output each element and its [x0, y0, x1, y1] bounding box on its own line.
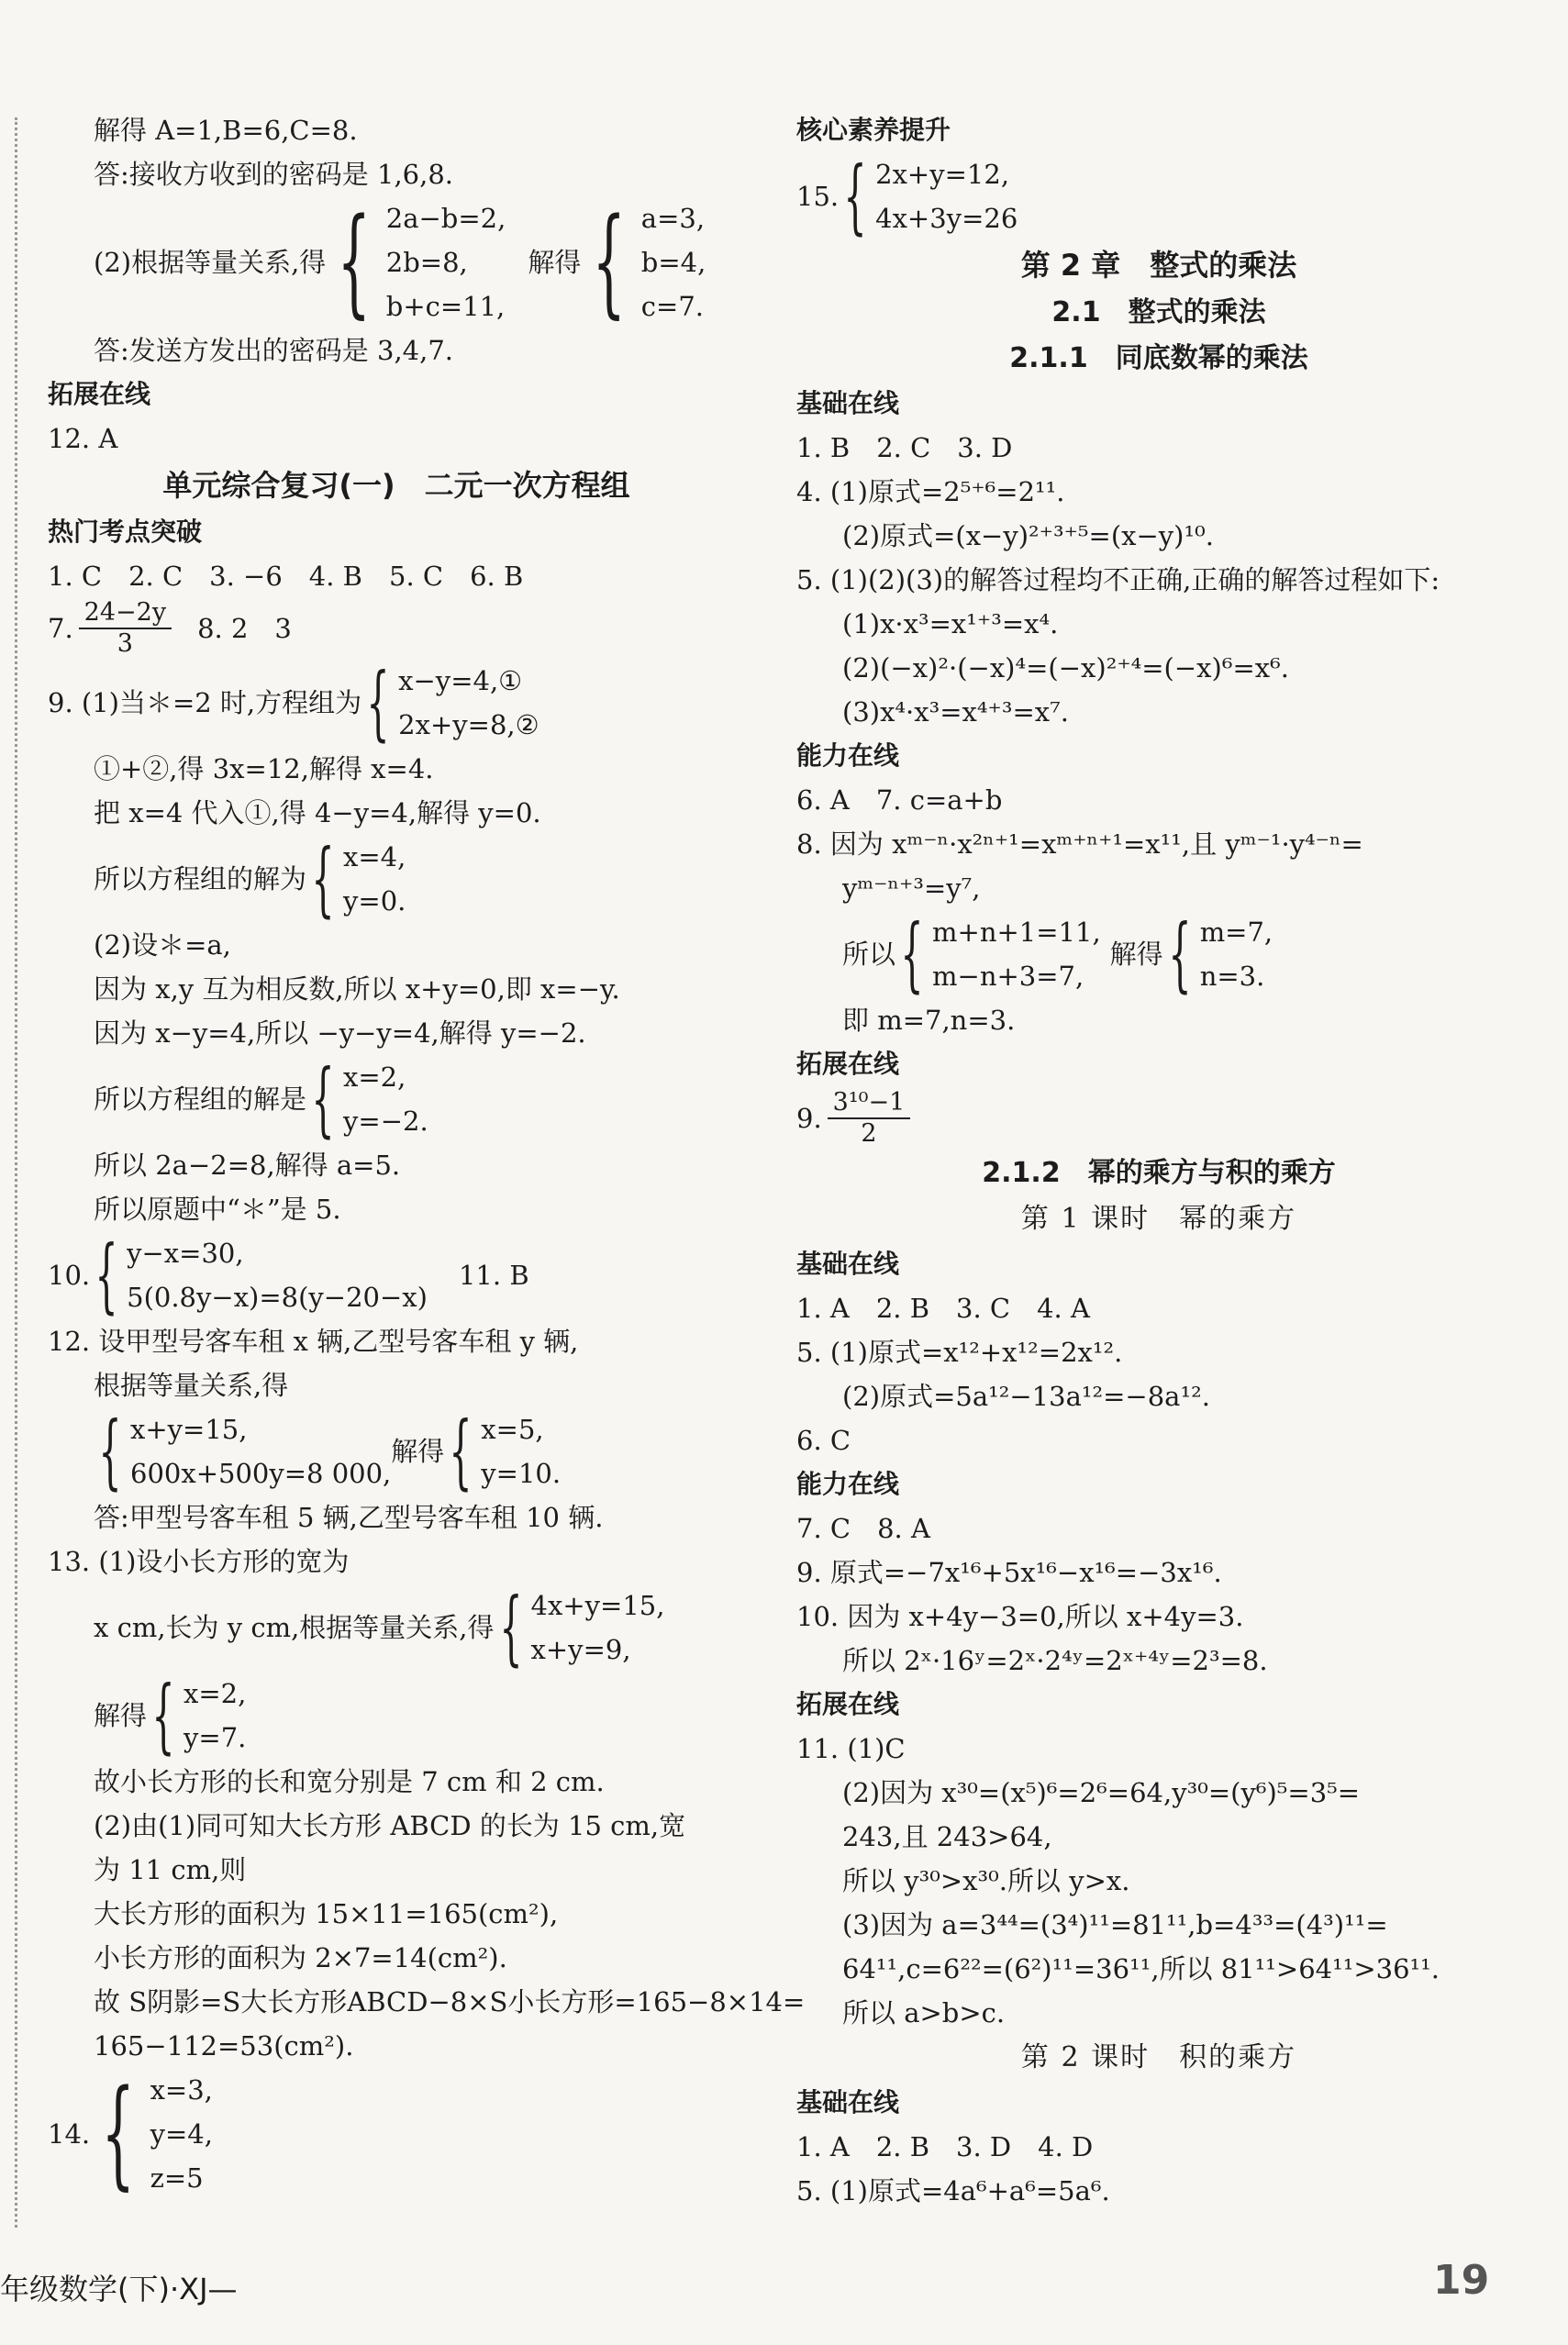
equation: x−y=4,① — [398, 665, 523, 696]
equation-system-line — [48, 1051, 745, 1146]
text-line: 5. (1)原式=4a⁶+a⁶=5a⁶. — [796, 2175, 1110, 2206]
left-brace: { — [311, 831, 335, 926]
denominator: 2 — [861, 1119, 877, 1148]
section-heading: 核心素养提升 — [796, 115, 951, 145]
section-heading: 基础在线 — [796, 388, 900, 418]
page-number: 19 — [1433, 2257, 1490, 2304]
left-brace: { — [1168, 906, 1192, 1001]
solution-system — [150, 2068, 213, 2200]
text: 15. — [796, 181, 840, 212]
equation: z=5 — [150, 2162, 204, 2194]
equation: x+y=9, — [530, 1634, 631, 1665]
text: (2)根据等量关系,得 — [94, 247, 327, 278]
text-line: 因为 x−y=4,所以 −y−y=4,解得 y=−2. — [94, 1017, 586, 1049]
text-line: 小长方形的面积为 2×7=14(cm²). — [94, 1942, 507, 1973]
equation-system — [932, 910, 1101, 998]
text-line: 12. 设甲型号客车租 x 辆,乙型号客车租 y 辆, — [48, 1326, 579, 1357]
equation-system-line — [48, 1228, 745, 1322]
fraction-line — [796, 1086, 1521, 1150]
fraction — [79, 598, 172, 659]
text: 11. B — [458, 1260, 529, 1291]
equation-system-line — [48, 831, 745, 926]
equation: y=4, — [150, 2118, 213, 2150]
numerator: 3¹⁰−1 — [828, 1088, 911, 1119]
equation: m=7, — [1199, 917, 1273, 948]
text-line: 所以 2a−2=8,解得 a=5. — [94, 1150, 401, 1181]
equation: 5(0.8y−x)=8(y−20−x) — [127, 1282, 428, 1313]
text-line: 5. (1)(2)(3)的解答过程均不正确,正确的解答过程如下: — [796, 564, 1440, 595]
equation: b+c=11, — [385, 291, 506, 322]
left-brace: { — [843, 149, 867, 243]
text-line: (2)原式=5a¹²−13a¹²=−8a¹². — [842, 1381, 1210, 1412]
binding-dotted-line — [15, 117, 17, 2228]
equation: x=4, — [343, 841, 406, 872]
equation-system-line — [796, 906, 1521, 1001]
text-line: (2)原式=(x−y)²⁺³⁺⁵=(x−y)¹⁰. — [842, 520, 1214, 551]
equation-system-line — [48, 2065, 745, 2202]
equation: 2x+y=12, — [875, 159, 1010, 190]
solution-system — [641, 196, 706, 328]
text-line: 243,且 243>64, — [842, 1821, 1052, 1852]
section-heading: 基础在线 — [796, 1249, 900, 1279]
chapter-title: 第 2 章 整式的乘法 — [1020, 248, 1297, 283]
equation: y=10. — [481, 1458, 562, 1489]
equation-system — [386, 196, 506, 328]
text: 8. 2 3 — [197, 613, 292, 644]
equation-system — [531, 1584, 665, 1672]
fraction — [828, 1088, 911, 1149]
equation: m−n+3=7, — [932, 961, 1084, 992]
section-heading: 拓展在线 — [48, 379, 151, 409]
equation: 4x+y=15, — [530, 1590, 665, 1621]
text: 14. — [48, 2118, 91, 2150]
text-line: (2)由(1)同可知大长方形 ABCD 的长为 15 cm,宽 — [94, 1810, 686, 1841]
text-line: 答:甲型号客车租 5 辆,乙型号客车租 10 辆. — [94, 1502, 604, 1533]
text-line: 5. (1)原式=x¹²+x¹²=2x¹². — [796, 1337, 1123, 1368]
equation: 2a−b=2, — [385, 203, 506, 234]
equation: 2x+y=8,② — [398, 709, 539, 740]
text-line: (2)(−x)²·(−x)⁴=(−x)²⁺⁴=(−x)⁶=x⁶. — [842, 652, 1289, 683]
lesson-title: 第 2 课时 积的乘方 — [1020, 2041, 1297, 2073]
solution-system — [1200, 910, 1273, 998]
text-line: 6. C — [796, 1425, 851, 1456]
left-brace: { — [98, 1404, 122, 1498]
text-line: 故小长方形的长和宽分别是 7 cm 和 2 cm. — [94, 1766, 605, 1797]
left-brace: { — [449, 1404, 473, 1498]
left-column — [48, 108, 806, 2202]
equation: 600x+500y=8 000, — [130, 1458, 392, 1489]
left-brace: { — [101, 2065, 136, 2202]
text-line: 8. 因为 xᵐ⁻ⁿ·x²ⁿ⁺¹=xᵐ⁺ⁿ⁺¹=x¹¹,且 yᵐ⁻¹·y⁴⁻ⁿ= — [796, 828, 1363, 860]
text-line: 4. (1)原式=2⁵⁺⁶=2¹¹. — [796, 476, 1065, 507]
text-line: 165−112=53(cm²). — [94, 2030, 354, 2062]
unit-title: 单元综合复习(一) 二元一次方程组 — [162, 468, 630, 503]
section-title: 2.1 整式的乘法 — [1051, 296, 1266, 328]
left-brace: { — [498, 1580, 523, 1674]
equation: m+n+1=11, — [932, 917, 1101, 948]
text-line: 13. (1)设小长方形的宽为 — [48, 1546, 350, 1577]
text-line: (3)因为 a=3⁴⁴=(3⁴)¹¹=81¹¹,b=4³³=(4³)¹¹= — [842, 1909, 1388, 1940]
section-heading: 热门考点突破 — [48, 517, 203, 547]
text-line: 所以 y³⁰>x³⁰.所以 y>x. — [842, 1865, 1130, 1896]
equation: x=5, — [481, 1414, 544, 1445]
text-line: 答:发送方发出的密码是 3,4,7. — [94, 335, 453, 366]
left-brace: { — [311, 1051, 335, 1146]
subsection-title: 2.1.2 幂的乘方与积的乘方 — [982, 1157, 1336, 1189]
subsection-title: 2.1.1 同底数幂的乘法 — [1009, 342, 1308, 374]
equation-system — [127, 1231, 428, 1319]
section-heading: 基础在线 — [796, 2087, 900, 2117]
equation: y−x=30, — [127, 1238, 244, 1269]
text-line: 所以原题中“＊”是 5. — [94, 1194, 341, 1225]
text: x cm,长为 y cm,根据等量关系,得 — [94, 1612, 495, 1643]
text-line: (3)x⁴·x³=x⁴⁺³=x⁷. — [842, 696, 1069, 728]
left-brace: { — [337, 194, 372, 330]
numerator: 24−2y — [79, 598, 172, 629]
text: 10. — [48, 1260, 91, 1291]
text-line: 故 S阴影=S大长方形ABCD−8×S小长方形=165−8×14= — [94, 1986, 806, 2017]
text: 解得 — [528, 247, 582, 278]
section-heading: 能力在线 — [796, 1469, 900, 1499]
text-line: 所以 a>b>c. — [842, 1997, 1006, 2028]
left-brace: { — [900, 906, 924, 1001]
text: 解得 — [94, 1700, 148, 1731]
text-line: 10. 因为 x+4y−3=0,所以 x+4y=3. — [796, 1601, 1244, 1632]
equation: 2b=8, — [385, 247, 468, 278]
text-line: 1. C 2. C 3. −6 4. B 5. C 6. B — [48, 561, 524, 592]
text-line: 1. B 2. C 3. D — [796, 432, 1013, 463]
text-line: ①+②,得 3x=12,解得 x=4. — [94, 753, 434, 784]
text-line: 11. (1)C — [796, 1733, 906, 1764]
text: 7. — [48, 613, 73, 644]
denominator: 3 — [117, 629, 133, 658]
lesson-title: 第 1 课时 幂的乘方 — [1020, 1203, 1297, 1235]
left-brace: { — [95, 1228, 118, 1322]
text-line: 大长方形的面积为 15×11=165(cm²), — [94, 1898, 559, 1929]
left-brace: { — [366, 655, 390, 750]
text: 所以方程组的解是 — [94, 1084, 307, 1115]
equation: x=2, — [343, 1061, 406, 1093]
equation: y=−2. — [343, 1106, 428, 1137]
left-brace: { — [151, 1668, 175, 1762]
equation: x+y=15, — [130, 1414, 248, 1445]
text-line: 1. A 2. B 3. C 4. A — [796, 1293, 1090, 1324]
text-line: 1. A 2. B 3. D 4. D — [796, 2131, 1094, 2162]
text-line: 6. A 7. c=a+b — [796, 784, 1003, 816]
solution-system — [481, 1407, 561, 1495]
equation: a=3, — [640, 203, 706, 234]
text-line: 所以 2ˣ·16ʸ=2ˣ·2⁴ʸ=2ˣ⁺⁴ʸ=2³=8. — [842, 1645, 1268, 1676]
text-line: 即 m=7,n=3. — [842, 1005, 1016, 1036]
equation-system — [398, 659, 539, 747]
text-line: yᵐ⁻ⁿ⁺³=y⁷, — [842, 872, 981, 904]
equation: y=0. — [343, 885, 406, 917]
text: 9. (1)当＊=2 时,方程组为 — [48, 687, 362, 718]
equation-system-line — [796, 149, 1521, 243]
text: 所以方程组的解为 — [94, 863, 307, 895]
text: 9. — [796, 1103, 822, 1134]
solution-system — [343, 1055, 428, 1143]
section-heading: 拓展在线 — [796, 1689, 900, 1719]
equation-system-line — [48, 1580, 745, 1674]
equation-system — [130, 1407, 391, 1495]
text: 所以 — [842, 939, 896, 970]
solution-system — [343, 835, 406, 923]
fraction-line — [48, 598, 745, 659]
equation: c=7. — [640, 291, 704, 322]
equation: n=3. — [1199, 961, 1265, 992]
equation: x=3, — [150, 2074, 213, 2106]
equation: 4x+3y=26 — [875, 203, 1018, 234]
equation: x=2, — [183, 1678, 247, 1709]
text-line: 解得 A=1,B=6,C=8. — [94, 115, 358, 146]
equation-system — [875, 152, 1018, 240]
text-line: 把 x=4 代入①,得 4−y=4,解得 y=0. — [94, 797, 541, 828]
equation: y=7. — [183, 1722, 247, 1753]
text-line: 答:接收方收到的密码是 1,6,8. — [94, 159, 453, 190]
text-line: (2)因为 x³⁰=(x⁵)⁶=2⁶=64,y³⁰=(y⁶)⁵=3⁵= — [842, 1777, 1361, 1808]
text-line: 为 11 cm,则 — [94, 1854, 247, 1885]
text-line: 64¹¹,c=6²²=(6²)¹¹=36¹¹,所以 81¹¹>64¹¹>36¹¹. — [842, 1953, 1440, 1984]
footer-book-title: 年级数学(下)·XJ— — [0, 2272, 238, 2306]
text-line: 因为 x,y 互为相反数,所以 x+y=0,即 x=−y. — [94, 973, 620, 1005]
text: 解得 — [391, 1436, 445, 1467]
equation-system-line — [48, 196, 745, 328]
left-brace: { — [592, 194, 627, 330]
text-line: (1)x·x³=x¹⁺³=x⁴. — [842, 608, 1059, 639]
equation-system-line — [48, 1404, 745, 1498]
equation-system-line — [48, 655, 745, 750]
text-line: (2)设＊=a, — [94, 929, 231, 961]
text-line: 7. C 8. A — [796, 1513, 930, 1544]
section-heading: 拓展在线 — [796, 1049, 900, 1079]
text: 解得 — [1109, 939, 1163, 970]
text-line: 根据等量关系,得 — [94, 1370, 289, 1401]
section-heading: 能力在线 — [796, 740, 900, 771]
text-line: 12. A — [48, 423, 118, 454]
solution-system — [183, 1672, 246, 1760]
equation-system-line — [48, 1668, 745, 1762]
text-line: 9. 原式=−7x¹⁶+5x¹⁶−x¹⁶=−3x¹⁶. — [796, 1557, 1222, 1588]
right-column — [796, 108, 1521, 2213]
equation: b=4, — [640, 247, 706, 278]
